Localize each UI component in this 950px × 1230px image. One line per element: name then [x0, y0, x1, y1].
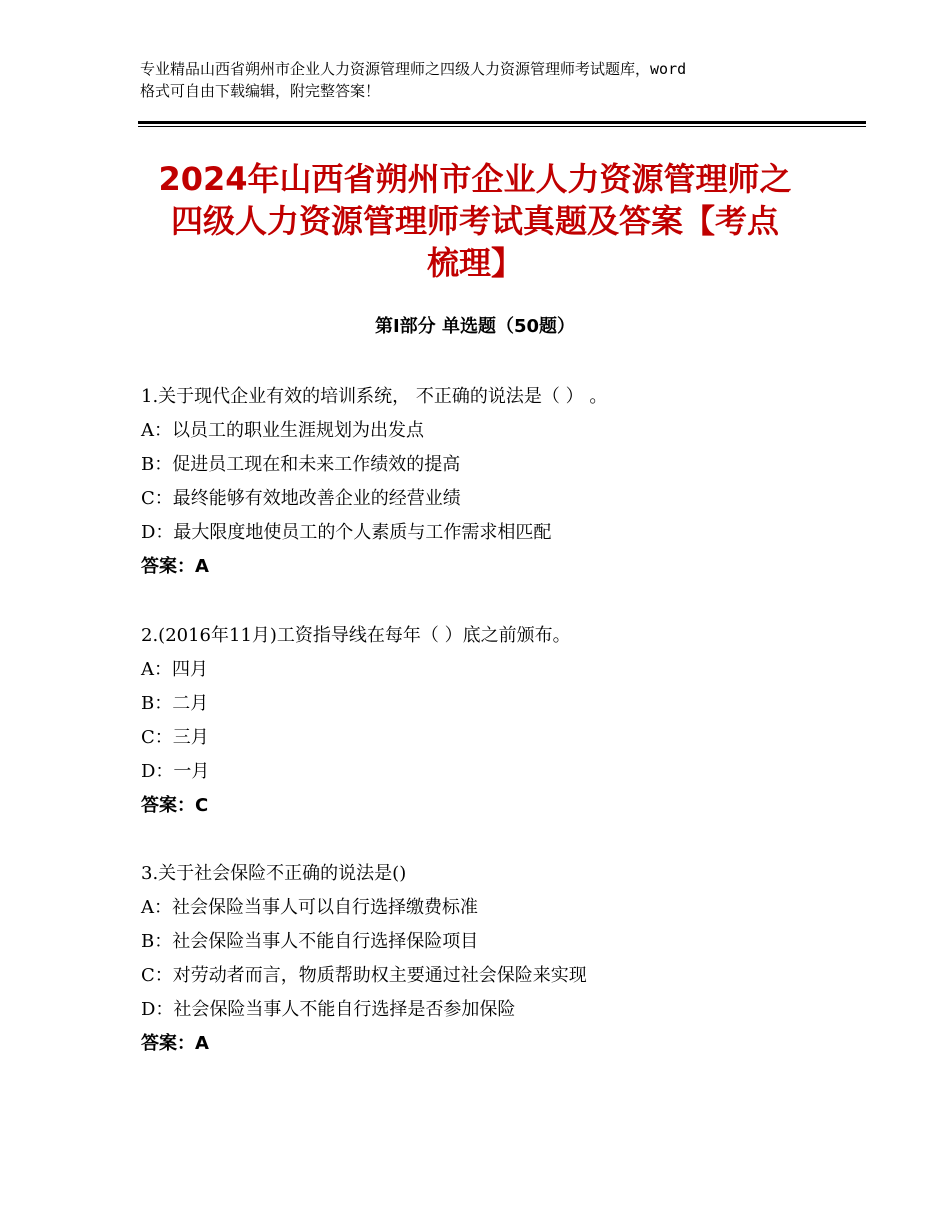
option-a: A：社会保险当事人可以自行选择缴费标准 [141, 897, 478, 918]
section-title: 第Ⅰ部分 单选题（50题） [374, 316, 575, 337]
answer: 答案：C [141, 795, 209, 816]
header-note-line-1: 专业精品山西省朔州市企业人力资源管理师之四级人力资源管理师考试题库，word [140, 60, 687, 78]
option-b: B：社会保险当事人不能自行选择保险项目 [141, 931, 479, 952]
question-stem: 1.关于现代企业有效的培训系统， 不正确的说法是（ ） 。 [141, 386, 608, 407]
option-b: B：促进员工现在和未来工作绩效的提高 [141, 454, 461, 475]
option-a: A：以员工的职业生涯规划为出发点 [141, 420, 424, 441]
question-2 [141, 619, 841, 823]
option-d: D：一月 [141, 761, 210, 782]
option-d: D：社会保险当事人不能自行选择是否参加保险 [141, 999, 516, 1020]
option-c: C：最终能够有效地改善企业的经营业绩 [141, 488, 461, 509]
answer: 答案：A [141, 556, 209, 577]
document-title-line-3: 梳理】 [426, 244, 523, 282]
header-rule-thick [138, 121, 866, 124]
document-title-line-2: 四级人力资源管理师考试真题及答案【考点 [170, 202, 779, 240]
header-note [140, 58, 830, 102]
option-a: A：四月 [141, 659, 208, 680]
option-c: C：对劳动者而言，物质帮助权主要通过社会保险来实现 [141, 965, 587, 986]
document-title [120, 158, 830, 284]
question-1 [141, 380, 841, 584]
question-stem: 2.(2016年11月)工资指导线在每年（ ）底之前颁布。 [141, 625, 571, 646]
option-b: B：二月 [141, 693, 209, 714]
answer: 答案：A [141, 1033, 209, 1054]
question-stem: 3.关于社会保险不正确的说法是() [141, 863, 407, 884]
question-3 [141, 857, 841, 1061]
header-note-line-2: 格式可自由下载编辑，附完整答案！ [140, 82, 381, 100]
option-d: D：最大限度地使员工的个人素质与工作需求相匹配 [141, 522, 552, 543]
option-c: C：三月 [141, 727, 209, 748]
header-rule-thin [138, 126, 866, 127]
document-title-line-1: 2024年山西省朔州市企业人力资源管理师之 [158, 160, 792, 198]
